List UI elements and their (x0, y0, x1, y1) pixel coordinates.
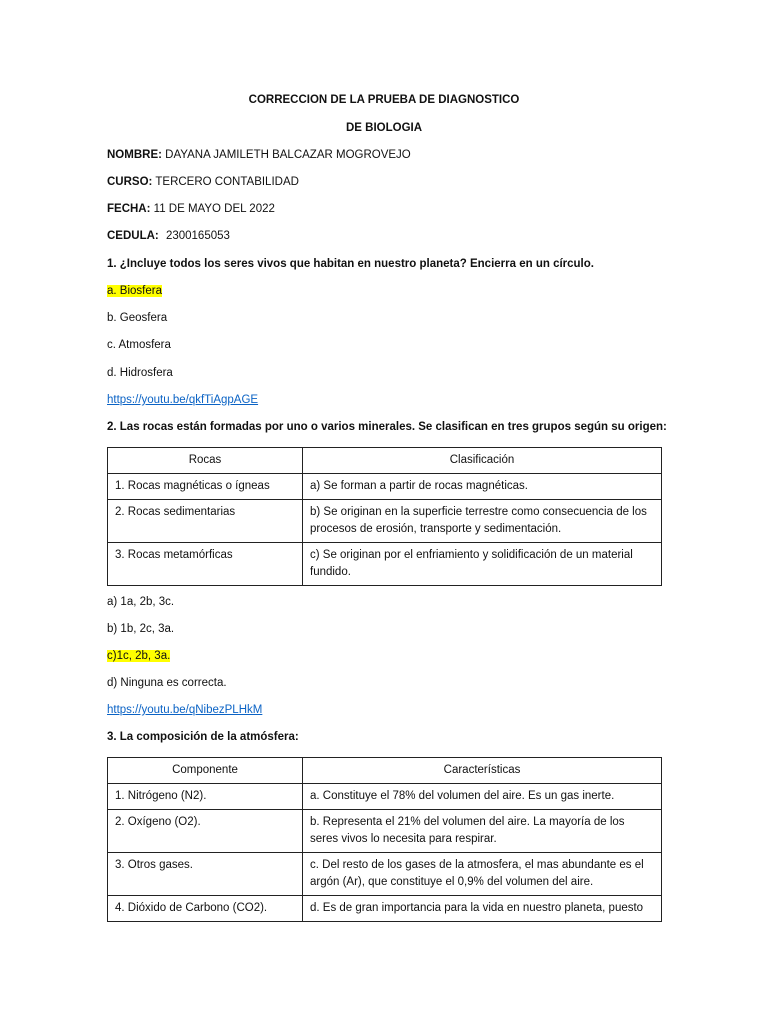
table-row (108, 810, 662, 853)
table-cell: d. Es de gran importancia para la vida en nuestro planeta, puesto (303, 896, 662, 922)
question-2: 2. Las rocas están formadas por uno o varios minerales. Se clasifican en tres grupos según su origen: (107, 421, 667, 433)
fecha-line (107, 203, 275, 215)
q2-option-c (107, 650, 170, 662)
table-header-caracteristicas: Características (303, 758, 662, 784)
nombre-line (107, 149, 411, 161)
table-row (108, 474, 662, 500)
table-header-rocas: Rocas (108, 448, 303, 474)
q2-option-c-text: c)1c, 2b, 3a. (107, 650, 171, 662)
q2-video-link-line (107, 704, 262, 716)
q1-option-a (107, 285, 162, 297)
document-subtitle: DE BIOLOGIA (345, 122, 423, 134)
table-cell: 2. Rocas sedimentarias (108, 500, 303, 543)
table-cell: 2. Oxígeno (O2). (108, 810, 303, 853)
q1-option-b: b. Geosfera (107, 312, 168, 324)
table-cell: b. Representa el 21% del volumen del aire. La mayoría de los seres vivos lo necesita para respirar. (303, 810, 662, 853)
table-cell: c) Se originan por el enfriamiento y solidificación de un material fundido. (303, 543, 662, 586)
table-cell: 3. Rocas metamórficas (108, 543, 303, 586)
table-header-componente: Componente (108, 758, 303, 784)
table-cell: b) Se originan en la superficie terrestre como consecuencia de los procesos de erosión, transporte y sedimentación. (303, 500, 662, 543)
table-cell: a. Constituye el 78% del volumen del aire. Es un gas inerte. (303, 784, 662, 810)
table-header-clasificacion: Clasificación (303, 448, 662, 474)
table-header-row (108, 758, 662, 784)
table-cell: c. Del resto de los gases de la atmosfera, el mas abundante es el argón (Ar), que constituye el 0,9% del volumen del aire. (303, 853, 662, 896)
curso-line (107, 176, 299, 188)
table-row (108, 500, 662, 543)
table-row (108, 853, 662, 896)
nombre-label: NOMBRE: (107, 149, 162, 161)
q2-option-a: a) 1a, 2b, 3c. (107, 596, 175, 608)
table-row (108, 543, 662, 586)
fecha-value: 11 DE MAYO DEL 2022 (153, 203, 275, 215)
table-cell: 3. Otros gases. (108, 853, 303, 896)
cedula-value: 2300165053 (165, 230, 230, 242)
table-row (108, 896, 662, 922)
atmosfera-table (107, 757, 662, 922)
q1-option-a-text: a. Biosfera (107, 285, 162, 297)
rocas-table (107, 447, 662, 586)
document-title: CORRECCION DE LA PRUEBA DE DIAGNOSTICO (248, 94, 520, 106)
cedula-line (107, 230, 230, 242)
curso-label: CURSO: (107, 176, 153, 188)
cedula-label: CEDULA: (107, 230, 159, 242)
nombre-value: DAYANA JAMILETH BALCAZAR MOGROVEJO (165, 149, 411, 161)
q1-video-link[interactable]: https://youtu.be/qkfTiAgpAGE (107, 394, 259, 406)
q2-video-link[interactable]: https://youtu.be/qNibezPLHkM (107, 704, 263, 716)
question-1: 1. ¿Incluye todos los seres vivos que habitan en nuestro planeta? Encierra en un círculo. (107, 258, 594, 270)
fecha-label: FECHA: (107, 203, 151, 215)
table-cell: 1. Nitrógeno (N2). (108, 784, 303, 810)
curso-value: TERCERO CONTABILIDAD (155, 176, 299, 188)
table-cell: 1. Rocas magnéticas o ígneas (108, 474, 303, 500)
table-cell: a) Se forman a partir de rocas magnéticas. (303, 474, 662, 500)
table-row (108, 784, 662, 810)
table-header-row (108, 448, 662, 474)
q2-option-b: b) 1b, 2c, 3a. (107, 623, 175, 635)
table-cell: 4. Dióxido de Carbono (CO2). (108, 896, 303, 922)
question-3: 3. La composición de la atmósfera: (107, 731, 299, 743)
q1-video-link-line (107, 394, 258, 406)
q2-option-d: d) Ninguna es correcta. (107, 677, 227, 689)
q1-option-c: c. Atmosfera (107, 339, 171, 351)
q1-option-d: d. Hidrosfera (107, 367, 173, 379)
